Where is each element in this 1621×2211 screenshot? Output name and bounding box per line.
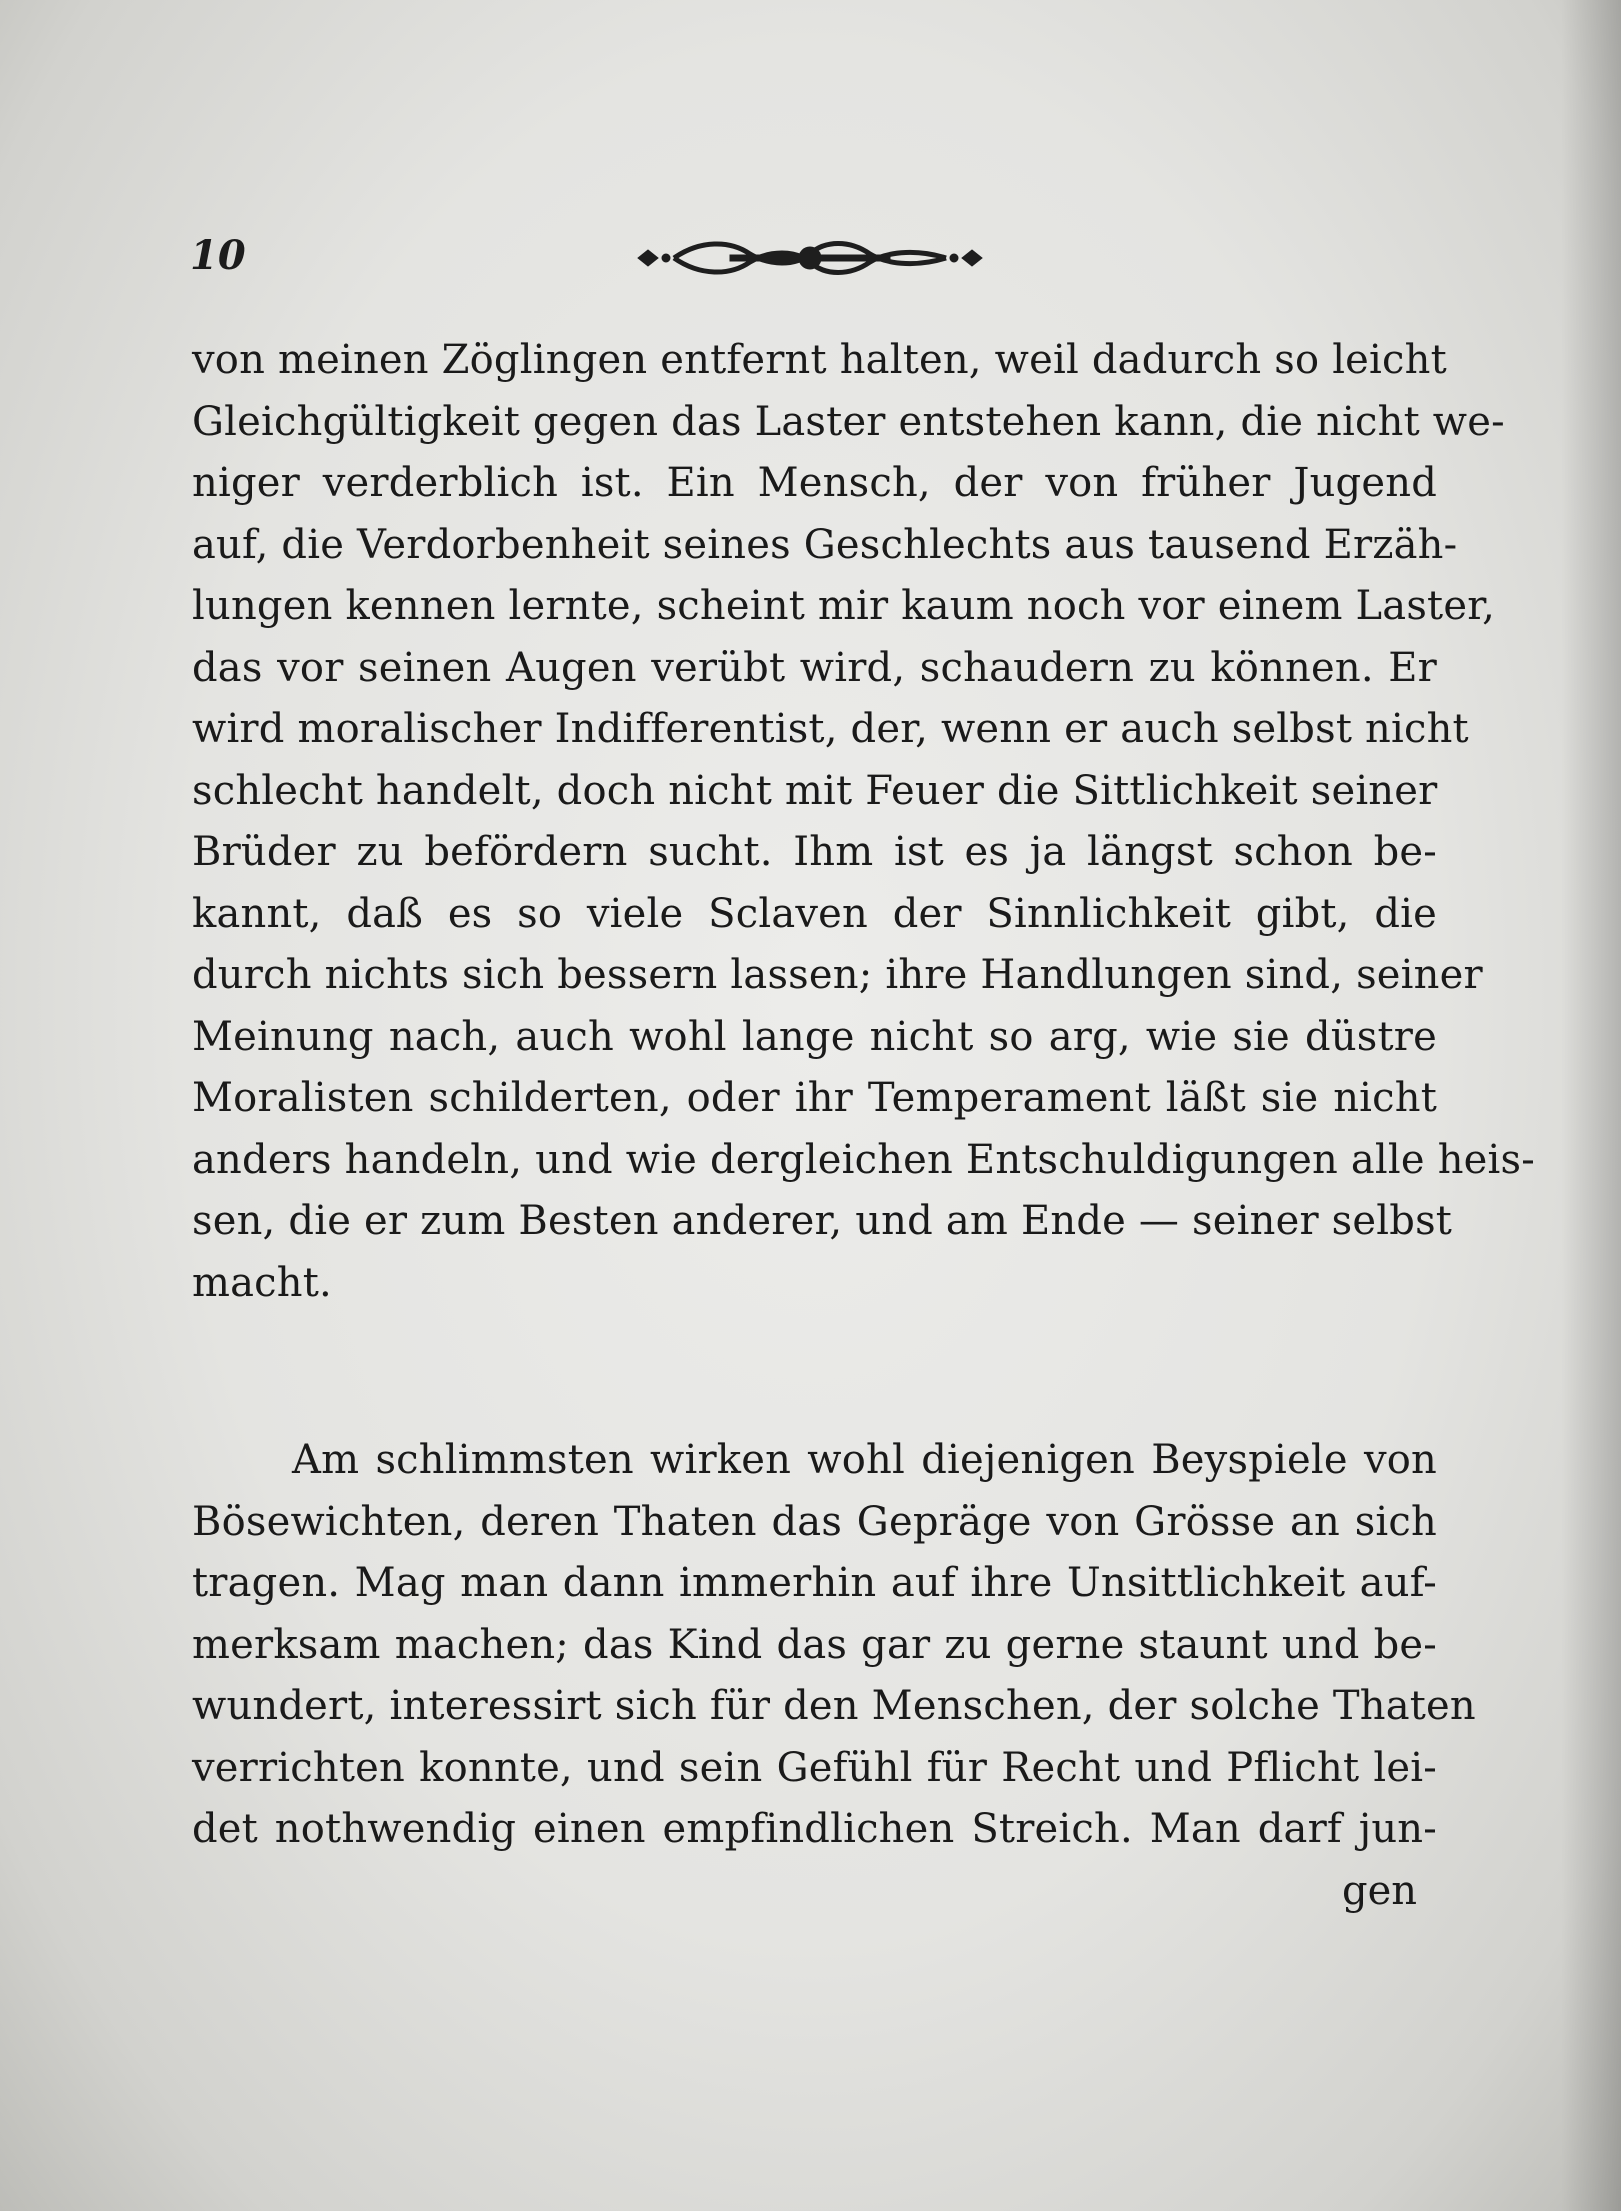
text-line: macht.: [192, 1259, 332, 1306]
text-line: Am schlimmsten wirken wohl diejenigen Beyspiele von: [292, 1437, 1437, 1483]
paragraph-new: [192, 1430, 1476, 1861]
text-line: Moralisten schilderten, oder ihr Temperament läßt sie nicht: [192, 1075, 1437, 1121]
text-line: verrichten konnte, und sein Gefühl für Recht und Pflicht lei-: [192, 1744, 1437, 1791]
text-line: Brüder zu befördern sucht. Ihm ist es ja längst schon be-: [192, 829, 1437, 875]
text-line: anders handeln, und wie dergleichen Entschuldigungen alle heis-: [192, 1136, 1535, 1183]
text-line: tragen. Mag man dann immerhin auf ihre Unsittlichkeit auf-: [192, 1560, 1437, 1606]
text-line: det nothwendig einen empfindlichen Streich. Man darf jun-: [192, 1806, 1437, 1852]
page-number: 10: [190, 232, 246, 279]
text-line: wird moralischer Indifferentist, der, wenn er auch selbst nicht: [192, 706, 1469, 752]
catchword: gen: [1342, 1868, 1418, 1914]
page-edge-shadow: [1561, 0, 1621, 2211]
text-line: merksam machen; das Kind das gar zu gerne staunt und be-: [192, 1621, 1437, 1668]
text-line: auf, die Verdorbenheit seines Geschlechts aus tausend Erzäh-: [192, 521, 1458, 568]
text-line: niger verderblich ist. Ein Mensch, der von früher Jugend: [192, 460, 1437, 506]
text-line: wundert, interessirt sich für den Menschen, der solche Thaten: [192, 1683, 1476, 1729]
text-line: kannt, daß es so viele Sclaven der Sinnlichkeit gibt, die: [192, 890, 1437, 937]
paragraph-continued: [192, 330, 1535, 1314]
text-line: durch nichts sich bessern lassen; ihre Handlungen sind, seiner: [192, 952, 1483, 998]
text-line: Bösewichten, deren Thaten das Gepräge von Grösse an sich: [192, 1498, 1437, 1545]
text-line: Meinung nach, auch wohl lange nicht so arg, wie sie düstre: [192, 1013, 1437, 1060]
fleuron-ornament-icon: [630, 226, 990, 290]
text-line: das vor seinen Augen verübt wird, schaudern zu können. Er: [192, 644, 1437, 691]
text-line: sen, die er zum Besten anderer, und am Ende — seiner selbst: [192, 1198, 1453, 1244]
text-line: von meinen Zöglingen entfernt halten, weil dadurch so leicht: [192, 337, 1447, 383]
text-line: schlecht handelt, doch nicht mit Feuer die Sittlichkeit seiner: [192, 767, 1438, 814]
text-line: Gleichgültigkeit gegen das Laster entstehen kann, die nicht we-: [192, 398, 1505, 445]
text-line: lungen kennen lernte, scheint mir kaum noch vor einem Laster,: [192, 583, 1496, 629]
